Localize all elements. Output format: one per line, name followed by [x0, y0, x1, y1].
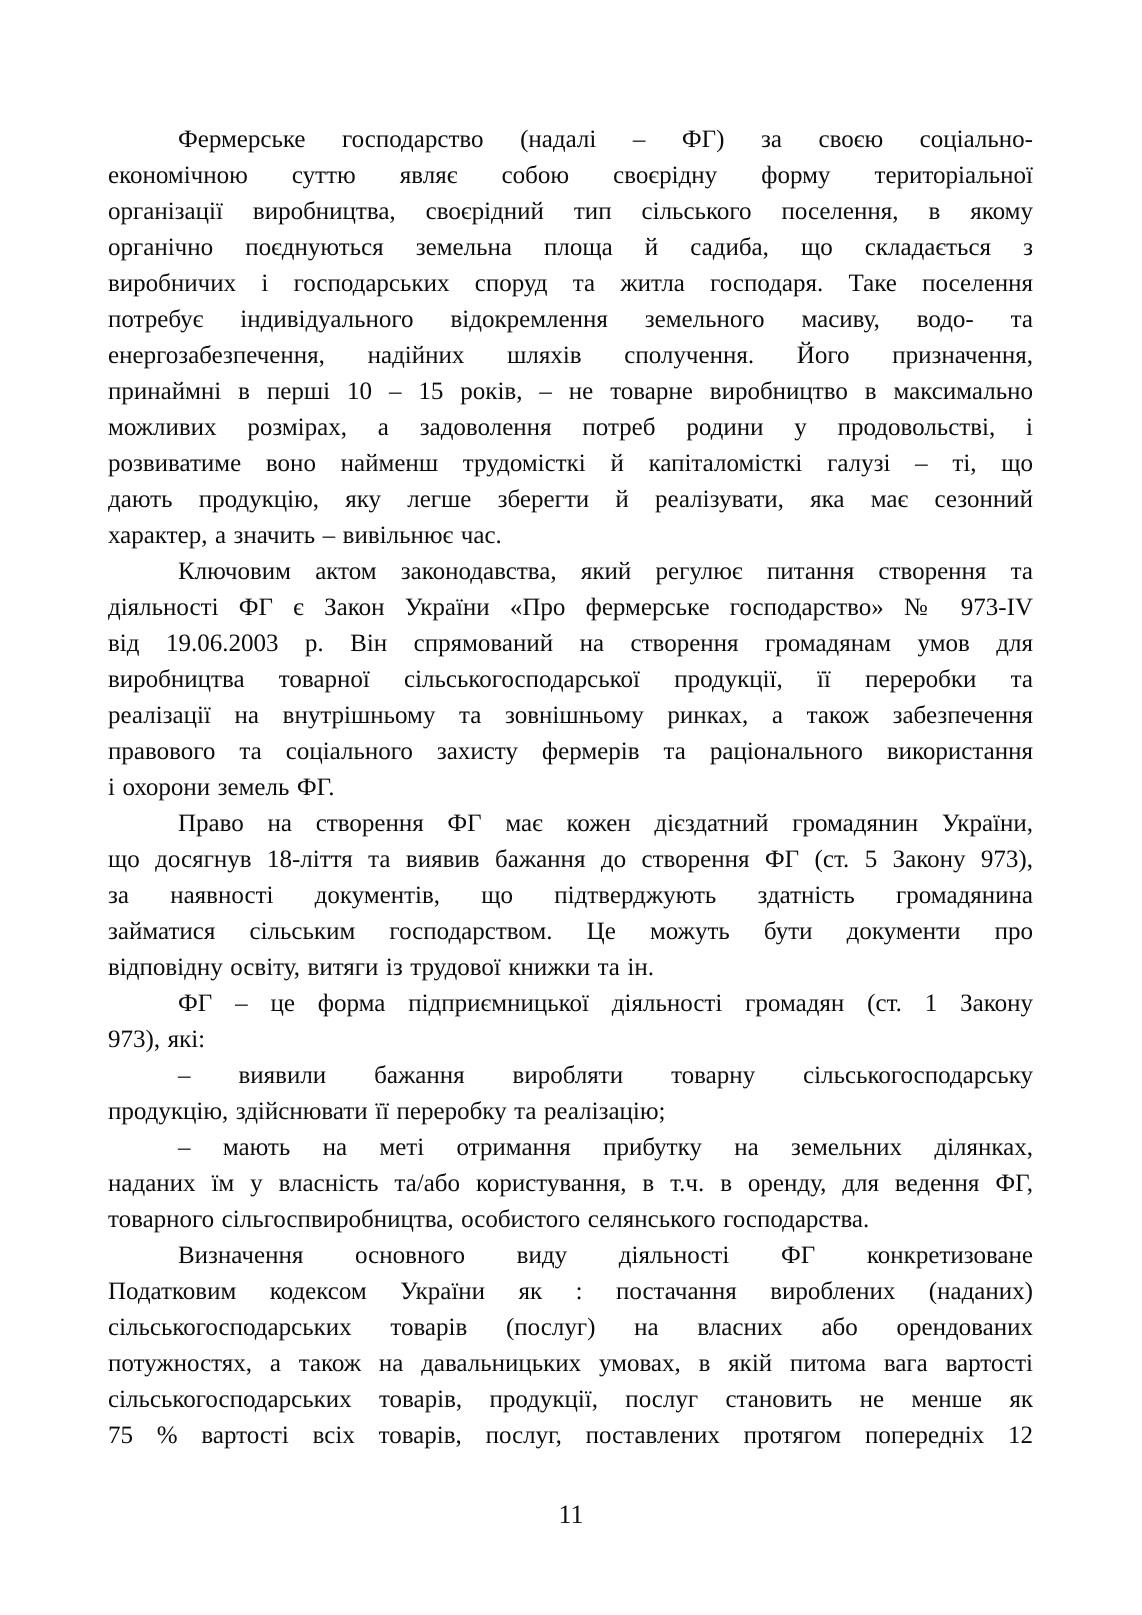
text-line: принаймні в перші 10 – 15 років, – не товарне виробництво в максимально	[108, 378, 1033, 405]
text-line: Визначення основного виду діяльності ФГ конкретизоване	[178, 1242, 1033, 1269]
text-line: потужностях, а також на давальницьких умовах, в якій питома вага вартості	[108, 1350, 1033, 1377]
paragraph	[108, 1130, 1033, 1238]
text-line: Податковим кодексом України як : постачання вироблених (наданих)	[108, 1278, 1033, 1305]
text-line: продукцію, здійснювати її переробку та реалізацію;	[108, 1098, 666, 1125]
text-line: Право на створення ФГ має кожен дієздатний громадянин України,	[178, 810, 1033, 837]
text-line: товарного сільгоспвиробництва, особистого селянського господарства.	[108, 1206, 870, 1233]
text-line: можливих розмірах, а задоволення потреб родини у продовольстві, і	[108, 414, 1033, 441]
text-line: виробництва товарної сільськогосподарської продукції, її переробки та	[108, 666, 1033, 693]
text-line: сільськогосподарських товарів, продукції, послуг становить не менше як	[108, 1386, 1033, 1413]
text-line: 75 % вартості всіх товарів, послуг, поставлених протягом попередніх 12	[108, 1422, 1033, 1449]
text-line: і охорони земель ФГ.	[108, 774, 335, 801]
text-line: що досягнув 18-ліття та виявив бажання до створення ФГ (ст. 5 Закону 973),	[108, 846, 1033, 873]
text-line: за наявності документів, що підтверджують здатність громадянина	[108, 882, 1033, 909]
text-line: дають продукцію, яку легше зберегти й реалізувати, яка має сезонний	[108, 486, 1033, 513]
text-line: енергозабезпечення, надійних шляхів сполучення. Його призначення,	[108, 342, 1033, 369]
paragraph	[108, 986, 1033, 1058]
text-line: виробничих і господарських споруд та житла господаря. Таке поселення	[108, 270, 1033, 297]
text-line: розвиватиме воно найменш трудомісткі й капіталомісткі галузі – ті, що	[108, 450, 1033, 477]
text-line: правового та соціального захисту фермерів та раціонального використання	[108, 738, 1033, 765]
paragraph	[108, 1238, 1033, 1454]
paragraph	[108, 1058, 1033, 1130]
paragraph	[108, 806, 1033, 986]
text-line: Ключовим актом законодавства, який регулює питання створення та	[178, 558, 1033, 585]
text-line: займатися сільським господарством. Це можуть бути документи про	[108, 918, 1033, 945]
text-line: органічно поєднуються земельна площа й садиба, що складається з	[108, 234, 1033, 261]
text-line: Фермерське господарство (надалі – ФГ) за своєю соціально-	[178, 126, 1033, 153]
text-line: характер, а значить – вивільнює час.	[108, 522, 502, 549]
page-number: 11	[558, 1500, 584, 1529]
text-line: діяльності ФГ є Закон України «Про фермерське господарство» № 973-IV	[108, 594, 1033, 621]
text-line: – виявили бажання виробляти товарну сільськогосподарську	[178, 1062, 1033, 1089]
text-line: потребує індивідуального відокремлення земельного масиву, водо- та	[108, 306, 1033, 333]
text-line: реалізації на внутрішньому та зовнішньому ринках, а також забезпечення	[108, 702, 1033, 729]
text-line: сільськогосподарських товарів (послуг) на власних або орендованих	[108, 1314, 1033, 1341]
text-line: від 19.06.2003 р. Він спрямований на створення громадянам умов для	[108, 630, 1033, 657]
text-line: економічною суттю являє собою своєрідну форму територіальної	[108, 162, 1033, 189]
text-line: наданих їм у власність та/або користування, в т.ч. в оренду, для ведення ФГ,	[108, 1170, 1033, 1197]
text-line: – мають на меті отримання прибутку на земельних ділянках,	[178, 1134, 1033, 1161]
paragraph	[108, 554, 1033, 806]
text-line: організації виробництва, своєрідний тип сільського поселення, в якому	[108, 198, 1033, 225]
text-line: відповідну освіту, витяги із трудової книжки та ін.	[108, 954, 654, 981]
text-line: 973), які:	[108, 1026, 206, 1053]
paragraph	[108, 122, 1033, 554]
document-body	[108, 122, 1033, 1454]
text-line: ФГ – це форма підприємницької діяльності громадян (ст. 1 Закону	[178, 990, 1033, 1017]
